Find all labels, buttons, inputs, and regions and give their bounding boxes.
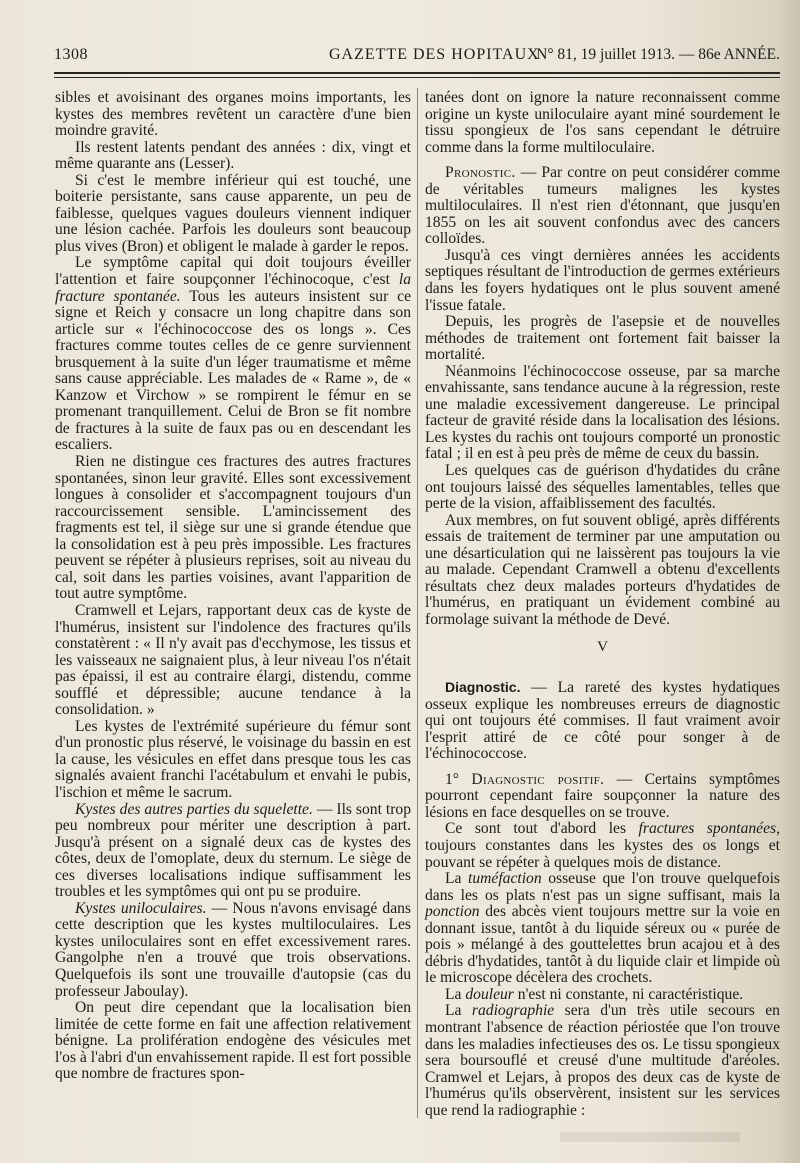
- text-run: Les quelques cas de guérison d'hydatides du crâne ont toujours laissé des séquelles lamentables, telles que perte de la vision, affaiblissement des facultés.: [425, 462, 780, 513]
- text-run: — Par contre on peut considérer comme de véritables tumeurs malignes les kystes multiloculaires. Il n'est rien d'étonnant, que jusqu'en 1855 on les ait souvent confondus avec des cancers colloïdes.: [425, 164, 780, 248]
- page-header: [54, 46, 780, 68]
- text-run: Si c'est le membre inférieur qui est touché, une boiterie persistante, sans cause apparente, un peu de faiblesse, quelques vagues douleurs viennent indiquer une lésion cachée. Parfois les douleurs sont beaucoup plus vives (Bron) et obligent le malade à garder le repos.: [55, 171, 411, 255]
- paragraph: [425, 248, 780, 314]
- text-run: osseuse que l'on trouve quelquefois dans les os plats n'est pas un signe suffisant, mais la: [425, 870, 780, 904]
- text-run: La: [445, 985, 466, 1003]
- paragraph: [55, 454, 411, 603]
- text-run: Jusqu'à ces vingt dernières années les accidents septiques résultant de l'introduction de germes extérieurs dans les foyers hydatiques ont le plus souvent amené l'issue fatale.: [425, 246, 780, 314]
- text-run: — Ils sont trop peu nombreux pour mériter une description à part. Jusqu'à présent on a signalé deux cas de kystes des côtes, deux de l'omoplate, deux du sternum. Le siège de ces diverses localisations indique suffisamment les troubles et les symptômes qui ont pu se produire.: [55, 800, 411, 901]
- smallcaps-heading: Pronostic.: [445, 164, 516, 182]
- text-run: Aux membres, on fut souvent obligé, après différents essais de traitement de terminer par une amputation ou une désarticulation qui ne laissèrent pas toujours la vie au malade. Cependant Cramwell a obtenu d'excellents résultats chez deux malades porteurs d'hydatides de l'humérus, en pratiquant un évidement combiné au formolage suivant la méthode de Devé.: [425, 511, 780, 628]
- paragraph: [55, 901, 411, 1000]
- text-run: tanées dont on ignore la nature reconnaissent comme origine un kyste uniloculaire ayant miné sourdement le tissu spongieux de l'os sans cependant le détruire comme dans la forme multiloculaire.: [425, 89, 780, 156]
- header-rule-thick: [54, 72, 780, 74]
- paragraph: [55, 255, 411, 454]
- text-run: n'est ni constante, ni caractéristique.: [513, 985, 744, 1003]
- text-run: Néanmoins l'échinococcose osseuse, par sa marche envahissante, sans tendance aucune à la régression, reste une maladie excessivement dangereuse. Le principal facteur de gravité réside dans la localisation des lésions. Les kystes du rachis ont toujours comporté un pronostic fatal ; il en est à peu près de même de ceux du bassin.: [425, 362, 780, 463]
- paragraph: [425, 165, 780, 248]
- text-run: Les kystes de l'extrémité supérieure du fémur sont d'un pronostic plus réservé, le voisinage du bassin en est la cause, les vésicules en effet dans presque tous les cas signalés avaient franchi l'acétabulum et envahi le pubis, l'ischion et même le sacrum.: [55, 717, 411, 801]
- italic-run: tuméfaction: [468, 870, 542, 888]
- paragraph: [55, 173, 411, 256]
- italic-run: fractures spontanées: [638, 820, 777, 838]
- text-run: , toujours constantes dans les kystes des os longs et pouvant se répéter à quelques mois de distance.: [425, 820, 780, 871]
- column-divider: [417, 88, 418, 1118]
- right-column-upper: [425, 90, 780, 629]
- text-run: — La rareté des kystes hydatiques osseux explique les nombreuses erreurs de diagnostic qui ont toujours été commises. Il faut vraiment avoir l'esprit attiré de ce côté pour songer à de l'échinococcose.: [425, 679, 780, 763]
- text-run: Ce sont tout d'abord les: [445, 820, 639, 838]
- text-run: 1°: [445, 770, 472, 788]
- paragraph: [425, 1003, 780, 1119]
- italic-run: Kystes des autres parties du squelette.: [75, 800, 313, 818]
- paragraph: [55, 719, 411, 802]
- text-run: — Certains symptômes pourront cependant faire soupçonner la nature des lésions en face desquelles on se trouve.: [425, 770, 781, 821]
- page-number: 1308: [54, 46, 88, 63]
- print-smudge: [560, 1132, 740, 1142]
- text-run: On peut dire cependant que la localisation bien limitée de cette forme en fait une affection relativement bénigne. La prolifération endogène des vésicules met l'os à l'abri d'un envahissement rapide. Il est fort possible que nombre de fractures spon-: [55, 999, 411, 1083]
- right-column: [425, 90, 780, 1119]
- paragraph: [425, 513, 780, 629]
- header-rule-thin: [54, 77, 780, 78]
- text-run: — Nous n'avons envisagé dans cette description que les kystes multiloculaires. Les kystes uniloculaires sont en effet excessivement rares. Gangolphe n'en a trouvé que trois observations. Quelquefois ils sont une trouvaille d'autopsie (cas du professeur Jaboulay).: [55, 899, 411, 1000]
- paragraph: [425, 679, 780, 763]
- paragraph: [425, 314, 780, 364]
- italic-run: ponction: [425, 903, 480, 921]
- italic-run: la fracture spontanée.: [55, 271, 411, 305]
- smallcaps-heading: Diagnostic positif.: [471, 770, 605, 788]
- text-run: Rien ne distingue ces fractures des autres fractures spontanées, sinon leur gravité. Elles sont excessivement longues à consolider et s'accompagnent toujours d'un raccourcissement sensible. L'amincissement des fragments est tel, il siège sur une si grande étendue que la consolidation est à peu près impossible. Les fractures peuvent se répéter à plusieurs reprises, soit au niveau du cal, soit dans les parties voisines, avant l'apparition de tout autre symptôme.: [55, 453, 411, 603]
- text-run: Ils restent latents pendant des années : dix, vingt et même quarante ans (Lesser).: [55, 138, 411, 173]
- paragraph: [425, 90, 780, 156]
- paragraph: [55, 1000, 411, 1083]
- text-run: sera d'un très utile secours en montrant l'absence de réaction périostée que l'on trouve dans les maladies infectieuses des os. Le tissu spongieux sera boursouflé et creusé d'une multitude d'aréoles. Cramwel et Lejars, à propos des deux cas de kyste de l'humérus qu'ils observèrent, insistent sur les services que rend la radiographie :: [425, 1002, 780, 1119]
- text-run: Depuis, les progrès de l'asepsie et de nouvelles méthodes de traitement ont fortement fait baisser la mortalité.: [425, 313, 780, 364]
- italic-run: Kystes uniloculaires.: [75, 899, 207, 917]
- text-run: La: [445, 870, 469, 888]
- paragraph: [55, 603, 411, 719]
- right-column-lower: [425, 679, 780, 1119]
- issue-info: N° 81, 19 juillet 1913. — 86e ANNÉE.: [536, 46, 780, 63]
- text-run: La: [445, 1002, 472, 1020]
- italic-run: douleur: [465, 985, 514, 1003]
- left-column: [55, 90, 411, 1083]
- text-run: Le symptôme capital qui doit toujours éveiller l'attention et faire soupçonner l'échinocoque, c'est: [55, 254, 411, 289]
- paragraph: [425, 821, 780, 871]
- paragraph: [55, 140, 411, 173]
- paragraph: [55, 802, 411, 901]
- journal-title: GAZETTE DES HOPITAUX: [329, 46, 540, 63]
- section-heading: Diagnostic.: [445, 679, 521, 696]
- paragraph: [425, 871, 780, 987]
- paragraph: [425, 772, 780, 822]
- paragraph: [55, 90, 411, 140]
- italic-run: radiographie: [471, 1002, 555, 1020]
- paragraph: [425, 364, 780, 463]
- section-numeral: V: [597, 638, 608, 655]
- text-run: Cramwell et Lejars, rapportant deux cas de kyste de l'humérus, insistent sur l'indolence des fractures qu'ils constatèrent : « Il n'y avait pas d'ecchymose, les tissus et les vaisseaux ne saignaient plus, à leur niveau l'os n'était pas épaissi, il est au contraire élargi, distendu, comme soufflé et dépressible; aucune tendance à la consolidation. »: [55, 601, 411, 719]
- text-run: sibles et avoisinant des organes moins importants, les kystes des membres revêtent un caractère d'une bien moindre gravité.: [55, 89, 411, 140]
- text-run: des abcès vient toujours mettre sur la voie en donnant issue, tantôt à du liquide séreux ou « purée de pois » mélangé à des gouttelettes brun acajou et à des débris d'hydatides, tantôt à du liquide clair et limpide où le microscope décèlera des crochets.: [425, 903, 780, 987]
- paragraph: [425, 987, 780, 1004]
- paragraph: [425, 463, 780, 513]
- text-run: Tous les auteurs insistent sur ce signe et Reich y consacre un long chapitre dans son article sur « l'échinococcose des os longs ». Ces fractures comme toutes celles de ce genre surviennent brusquement à la suite d'un léger traumatisme et même sans cause appréciable. Les malades de « Rame », de « Kanzow et Virchow » se rompirent le fémur en se promenant tranquillement. Celui de Bron se fit nombre de fractures à la suite de faux pas ou en descendant les escaliers.: [55, 287, 411, 454]
